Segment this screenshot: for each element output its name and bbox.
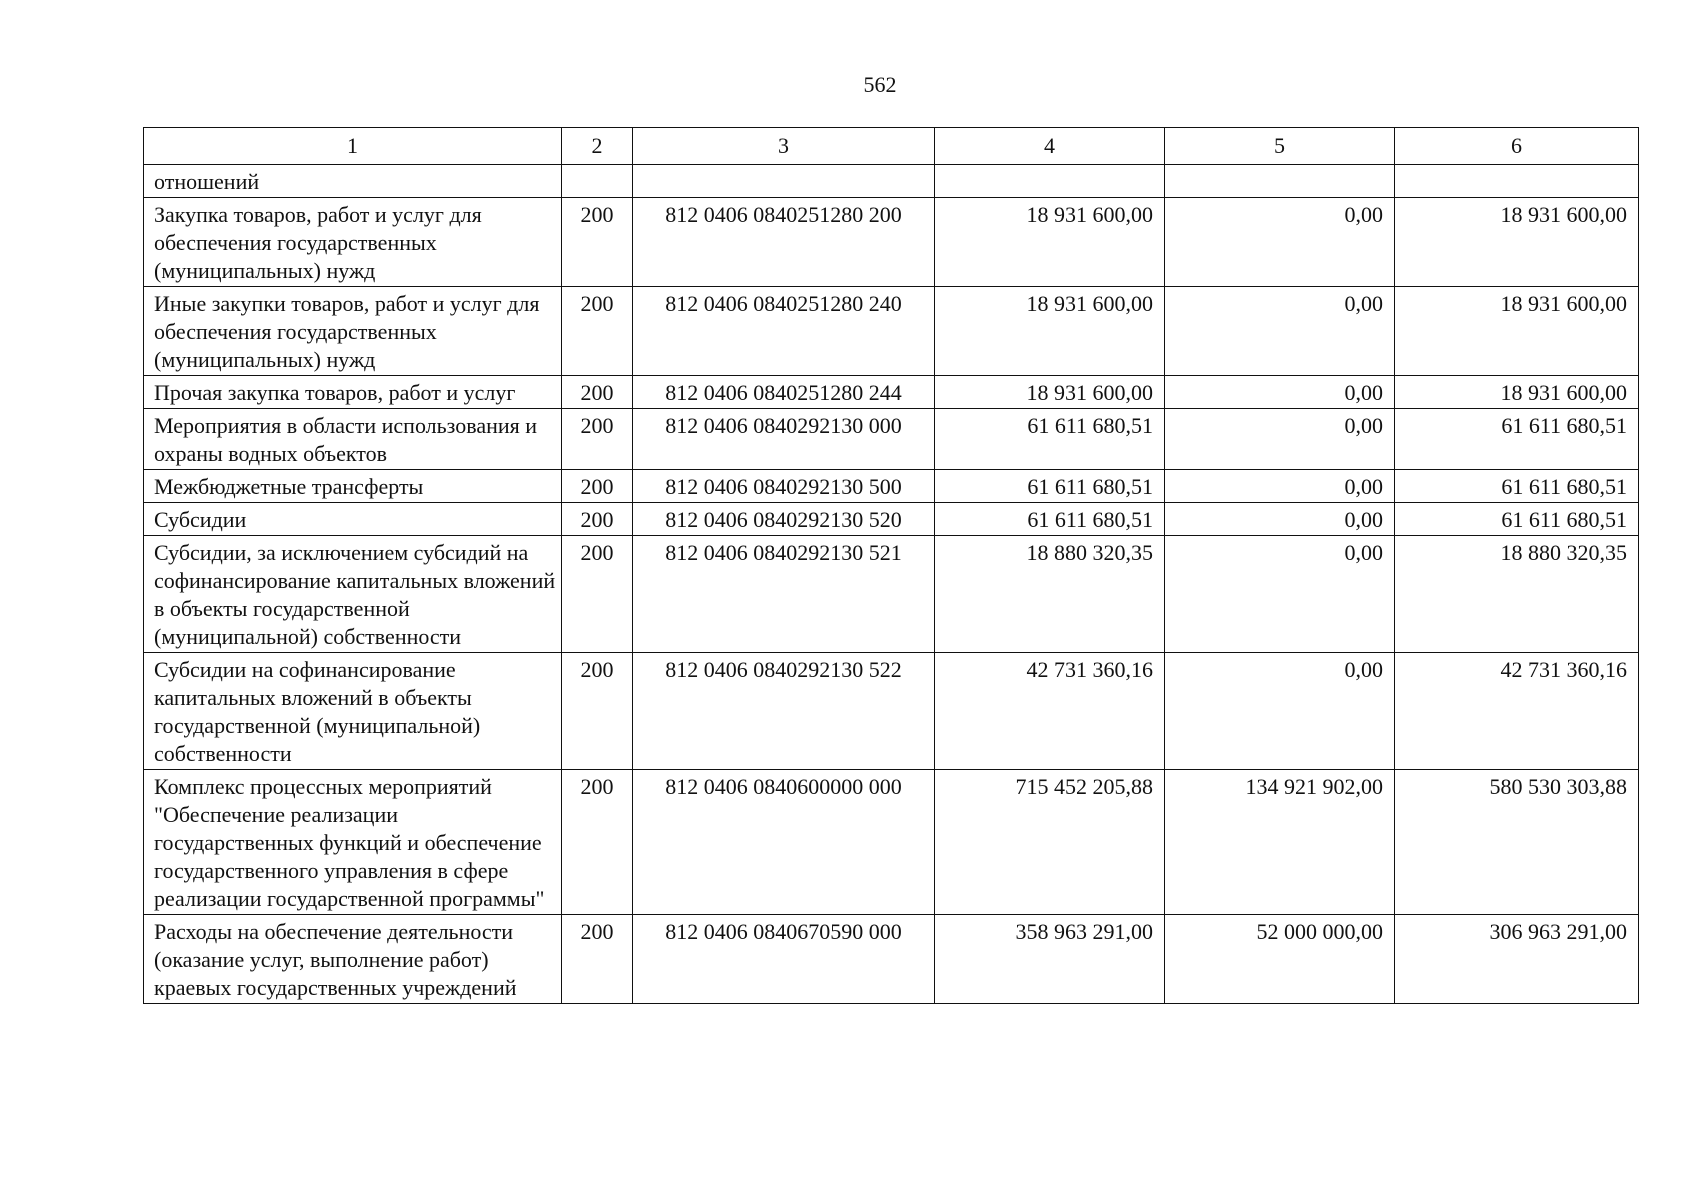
table-row [144,770,1639,915]
row-col4-cell: 61 611 680,51 [935,503,1165,536]
header-row [144,128,1639,165]
row-code-cell [633,165,935,198]
row-code-cell: 812 0406 0840292130 500 [633,470,935,503]
row-col4-cell: 42 731 360,16 [935,653,1165,770]
table-row [144,653,1639,770]
row-name-cell: Мероприятия в области использования и охраны водных объектов [144,409,562,470]
row-col6-cell: 580 530 303,88 [1395,770,1639,915]
row-col5-cell: 52 000 000,00 [1165,915,1395,1004]
row-name-cell: Расходы на обеспечение деятельности (оказание услуг, выполнение работ) краевых государственных учреждений [144,915,562,1004]
table-row [144,470,1639,503]
row-name-cell: Иные закупки товаров, работ и услуг для обеспечения государственных (муниципальных) нужд [144,287,562,376]
row-col5-cell: 0,00 [1165,287,1395,376]
row-section-cell: 200 [562,198,633,287]
row-section-cell: 200 [562,653,633,770]
table-row [144,198,1639,287]
row-section-cell: 200 [562,770,633,915]
row-name-cell: Межбюджетные трансферты [144,470,562,503]
row-code-cell: 812 0406 0840292130 000 [633,409,935,470]
row-col4-cell: 61 611 680,51 [935,409,1165,470]
row-section-cell [562,165,633,198]
row-name-cell: Субсидии на софинансирование капитальных вложений в объекты государственной (муниципальной) собственности [144,653,562,770]
column-header-4: 4 [935,128,1165,165]
row-col6-cell: 18 931 600,00 [1395,376,1639,409]
row-col4-cell: 358 963 291,00 [935,915,1165,1004]
row-name-cell: Субсидии [144,503,562,536]
row-col5-cell: 0,00 [1165,470,1395,503]
row-code-cell: 812 0406 0840292130 522 [633,653,935,770]
row-name-cell: Субсидии, за исключением субсидий на софинансирование капитальных вложений в объекты государственной (муниципальной) собственности [144,536,562,653]
row-col5-cell [1165,165,1395,198]
table-row [144,503,1639,536]
row-col5-cell: 0,00 [1165,653,1395,770]
row-col5-cell: 0,00 [1165,198,1395,287]
row-code-cell: 812 0406 0840292130 520 [633,503,935,536]
row-col6-cell: 42 731 360,16 [1395,653,1639,770]
row-name-cell: Закупка товаров, работ и услуг для обеспечения государственных (муниципальных) нужд [144,198,562,287]
row-col6-cell: 306 963 291,00 [1395,915,1639,1004]
table-row [144,536,1639,653]
row-col6-cell: 61 611 680,51 [1395,503,1639,536]
row-col5-cell: 0,00 [1165,376,1395,409]
column-header-1: 1 [144,128,562,165]
row-col6-cell: 18 931 600,00 [1395,287,1639,376]
table-row [144,165,1639,198]
row-col6-cell: 18 931 600,00 [1395,198,1639,287]
table-row [144,915,1639,1004]
row-col5-cell: 0,00 [1165,536,1395,653]
row-code-cell: 812 0406 0840251280 200 [633,198,935,287]
row-col6-cell: 61 611 680,51 [1395,470,1639,503]
row-name-cell: отношений [144,165,562,198]
row-code-cell: 812 0406 0840251280 240 [633,287,935,376]
row-col6-cell: 61 611 680,51 [1395,409,1639,470]
row-name-cell: Комплекс процессных мероприятий "Обеспечение реализации государственных функций и обеспечение государственного управления в сфере реализации государственной программы" [144,770,562,915]
page-number: 562 [863,72,897,97]
row-code-cell: 812 0406 0840251280 244 [633,376,935,409]
row-section-cell: 200 [562,287,633,376]
budget-table [143,127,1639,1004]
column-header-5: 5 [1165,128,1395,165]
row-code-cell: 812 0406 0840292130 521 [633,536,935,653]
row-col4-cell: 18 931 600,00 [935,376,1165,409]
row-col4-cell [935,165,1165,198]
row-code-cell: 812 0406 0840670590 000 [633,915,935,1004]
row-col4-cell: 715 452 205,88 [935,770,1165,915]
row-section-cell: 200 [562,470,633,503]
row-section-cell: 200 [562,503,633,536]
row-col4-cell: 18 880 320,35 [935,536,1165,653]
row-col6-cell: 18 880 320,35 [1395,536,1639,653]
row-section-cell: 200 [562,536,633,653]
table-row [144,409,1639,470]
table-row [144,287,1639,376]
row-col4-cell: 61 611 680,51 [935,470,1165,503]
table-row [144,376,1639,409]
row-col6-cell [1395,165,1639,198]
row-col4-cell: 18 931 600,00 [935,287,1165,376]
row-col5-cell: 0,00 [1165,503,1395,536]
column-header-2: 2 [562,128,633,165]
row-name-cell: Прочая закупка товаров, работ и услуг [144,376,562,409]
row-col5-cell: 0,00 [1165,409,1395,470]
column-header-6: 6 [1395,128,1639,165]
row-col5-cell: 134 921 902,00 [1165,770,1395,915]
row-section-cell: 200 [562,409,633,470]
row-section-cell: 200 [562,915,633,1004]
row-section-cell: 200 [562,376,633,409]
row-code-cell: 812 0406 0840600000 000 [633,770,935,915]
row-col4-cell: 18 931 600,00 [935,198,1165,287]
column-header-3: 3 [633,128,935,165]
